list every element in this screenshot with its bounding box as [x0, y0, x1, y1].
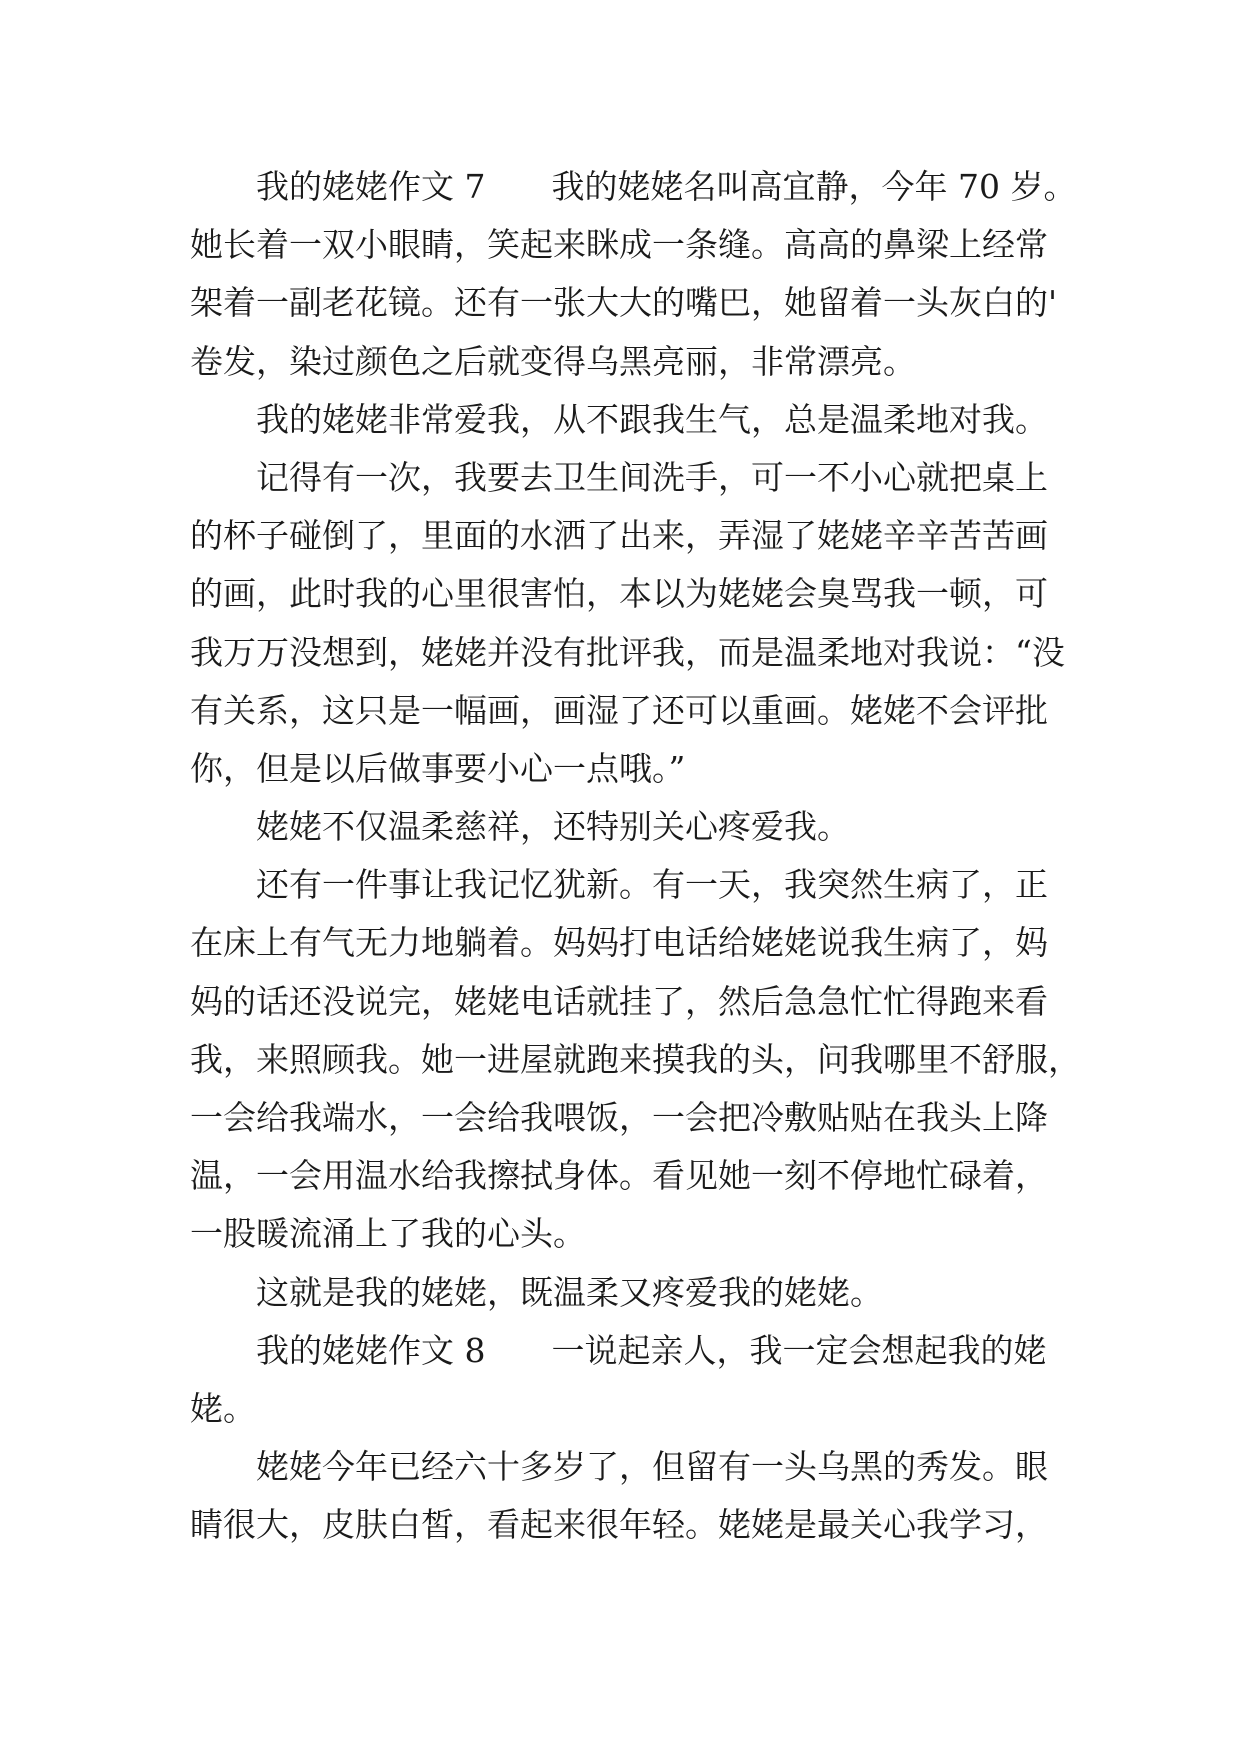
text-line: 我万万没想到，姥姥并没有批评我，而是温柔地对我说：“没: [190, 632, 1065, 672]
text-line: 记得有一次，我要去卫生间洗手，可一不小心就把桌上: [256, 457, 1048, 497]
text-line: 我的姥姥作文 8 一说起亲人，我一定会想起我的姥: [256, 1330, 1047, 1370]
text-line: 有关系，这只是一幅画，画湿了还可以重画。姥姥不会评批: [190, 690, 1048, 730]
text-line: 我，来照顾我。她一进屋就跑来摸我的头，问我哪里不舒服，: [190, 1039, 1081, 1079]
text-line: 在床上有气无力地躺着。妈妈打电话给姥姥说我生病了，妈: [190, 923, 1048, 963]
text-line: 姥姥今年已经六十多岁了，但留有一头乌黑的秀发。眼: [256, 1447, 1048, 1487]
text-line: 你，但是以后做事要小心一点哦。”: [190, 748, 686, 788]
text-line: 卷发，染过颜色之后就变得乌黑亮丽，非常漂亮。: [190, 341, 916, 381]
text-line: 的杯子碰倒了，里面的水洒了出来，弄湿了姥姥辛辛苦苦画: [190, 516, 1048, 556]
text-line: 温，一会用温水给我擦拭身体。看见她一刻不停地忙碌着，: [190, 1156, 1048, 1196]
text-line: 睛很大，皮肤白皙，看起来很年轻。姥姥是最关心我学习，: [190, 1505, 1048, 1545]
text-line: 一会给我端水，一会给我喂饭，一会把冷敷贴贴在我头上降: [190, 1098, 1048, 1137]
text-line: 我的姥姥非常爱我，从不跟我生气，总是温柔地对我。: [256, 399, 1048, 439]
text-line: 妈的话还没说完，姥姥电话就挂了，然后急急忙忙得跑来看: [190, 981, 1048, 1021]
text-line: 她长着一双小眼睛，笑起来眯成一条缝。高高的鼻梁上经常: [190, 225, 1048, 265]
text-line: 我的姥姥作文 7 我的姥姥名叫高宜静，今年 70 岁。: [256, 167, 1077, 206]
text-line: 还有一件事让我记忆犹新。有一天，我突然生病了，正: [256, 865, 1048, 905]
text-line: 架着一副老花镜。还有一张大大的嘴巴，她留着一头灰白的': [190, 283, 1058, 323]
text-line: 姥姥不仅温柔慈祥，还特别关心疼爱我。: [256, 807, 850, 847]
text-line: 这就是我的姥姥，既温柔又疼爱我的姥姥。: [256, 1272, 883, 1312]
text-line: 一股暖流涌上了我的心头。: [190, 1214, 586, 1254]
text-line: 姥。: [190, 1388, 256, 1428]
text-line: 的画，此时我的心里很害怕，本以为姥姥会臭骂我一顿，可: [190, 574, 1048, 614]
document-body: [190, 158, 1081, 1555]
